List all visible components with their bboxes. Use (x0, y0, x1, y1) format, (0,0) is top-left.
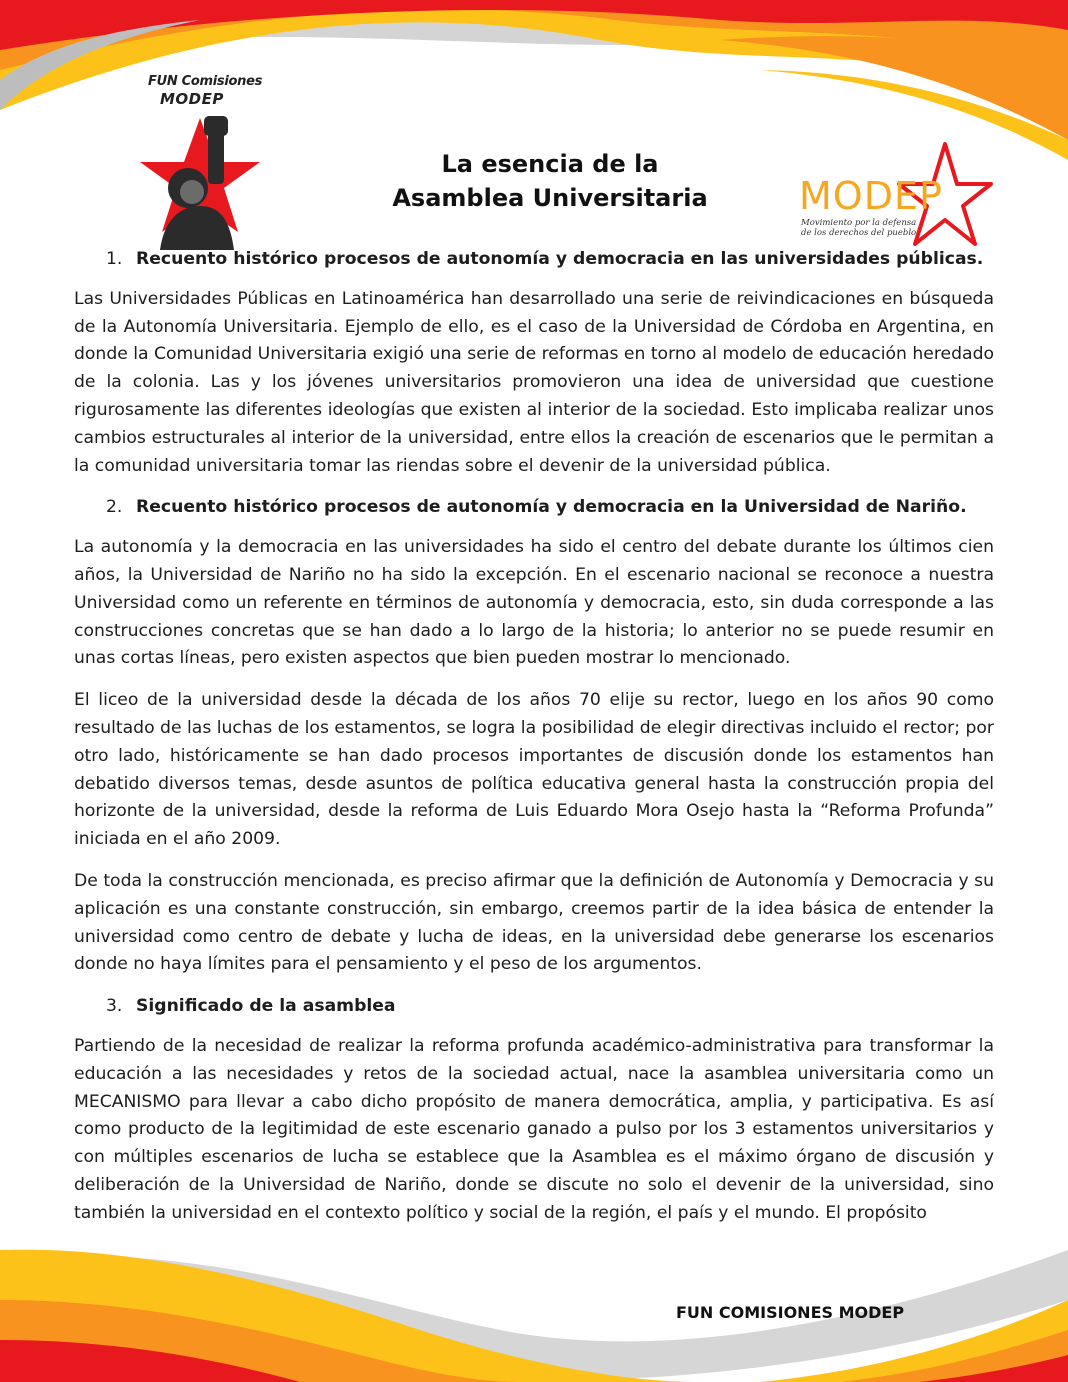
section-number: 2. (106, 497, 123, 518)
paragraph: De toda la construcción mencionada, es preciso afirmar que la definición de Autonomía y Democracia y su aplicación es una constante construcción, sin embargo, creemos partir de la idea básica de entender la universidad como centro de debate y lucha de ideas, en la universidad debe generarse los escenarios donde no haya límites para el pensamiento y el peso de los argumentos. (74, 870, 994, 975)
section-heading-text: Recuento histórico procesos de autonomía y democracia en las universidades públicas. (136, 249, 984, 269)
red-star-fist-icon (130, 110, 270, 250)
section-heading-text: Recuento histórico procesos de autonomía y democracia en la Universidad de Nariño. (136, 497, 967, 518)
section-heading-2 (74, 494, 994, 522)
modep-logo (795, 140, 995, 250)
paragraph: Partiendo de la necesidad de realizar la reforma profunda académico-administrativa para transformar la educación a las necesidades y retos de la sociedad actual, nace la asamblea universitaria como un MECANISMO para llevar a cabo dicho propósito de manera democrática, amplia, y participativa. Es así como producto de la legitimidad de este escenario ganado a pulso por los 3 estamentos universitarios y con múltiples escenarios de lucha se establece que la Asamblea es el máximo órgano de discusión y deliberación de la Universidad de Nariño, donde se discute no solo el devenir de la universidad, sino también la universidad en el contexto político y social de la región, el país y el mundo. El propósito (74, 1035, 994, 1223)
footer-text: FUN COMISIONES MODEP (676, 1303, 905, 1322)
paragraph: La autonomía y la democracia en las universidades ha sido el centro del debate durante los últimos cien años, la Universidad de Nariño no ha sido la excepción. En el escenario nacional se reconoce a nuestra Universidad como un referente en términos de autonomía y democracia, esto, sin duda corresponde a las construcciones concretas que se han dado a lo largo de la historia; lo anterior no se puede resumir en unas cortas líneas, pero existen aspectos que bien pueden mostrar lo mencionado. (74, 537, 994, 669)
section-heading-text: Significado de la asamblea (136, 996, 396, 1017)
paragraph: Las Universidades Públicas en Latinoamérica han desarrollado una serie de reivindicaciones en búsqueda de la Autonomía Universitaria. Ejemplo de ello, es el caso de la Universidad de Córdoba en Argentina, en donde la Comunidad Universitaria exigió una serie de reformas en torno al modelo de educación heredado de la colonia. Las y los jóvenes universitarios promovieron una idea de universidad que cuestione rigurosamente las diferentes ideologías que existen al interior de la sociedad. Esto implicaba realizar unos cambios estructurales al interior de la universidad, entre ellos la creación de escenarios que le permitan a la comunidad universitaria tomar las riendas sobre el devenir de la universidad pública. (74, 288, 994, 476)
section-number: 1. (106, 249, 123, 269)
logo-left-line2: MODEP (160, 90, 224, 108)
fun-comisiones-logo (130, 70, 270, 250)
page-title-line2: Asamblea Universitaria (392, 184, 708, 212)
modep-logo-subtitle-2: de los derechos del pueblo (801, 228, 917, 238)
modep-logo-subtitle-1: Movimiento por la defensa (801, 218, 917, 228)
logo-left-line1: FUN Comisiones (148, 74, 263, 89)
document-body (74, 246, 994, 1242)
page-title-line1: La esencia de la (441, 150, 659, 178)
section-heading-3 (74, 993, 994, 1021)
modep-logo-word: MODEP (799, 174, 943, 218)
section-heading-1 (74, 246, 994, 274)
section-number: 3. (106, 996, 123, 1017)
paragraph: El liceo de la universidad desde la década de los años 70 elije su rector, luego en los años 90 como resultado de las luchas de los estamentos, se logra la posibilidad de elegir directivas incluido el rector; por otro lado, históricamente se han dado procesos importantes de discusión donde los estamentos han debatido diversos temas, desde asuntos de política educativa general hasta la construcción propia del horizonte de la universidad, desde la reforma de Luis Eduardo Mora Osejo hasta la “Reforma Profunda” iniciada en el año 2009. (74, 690, 994, 850)
